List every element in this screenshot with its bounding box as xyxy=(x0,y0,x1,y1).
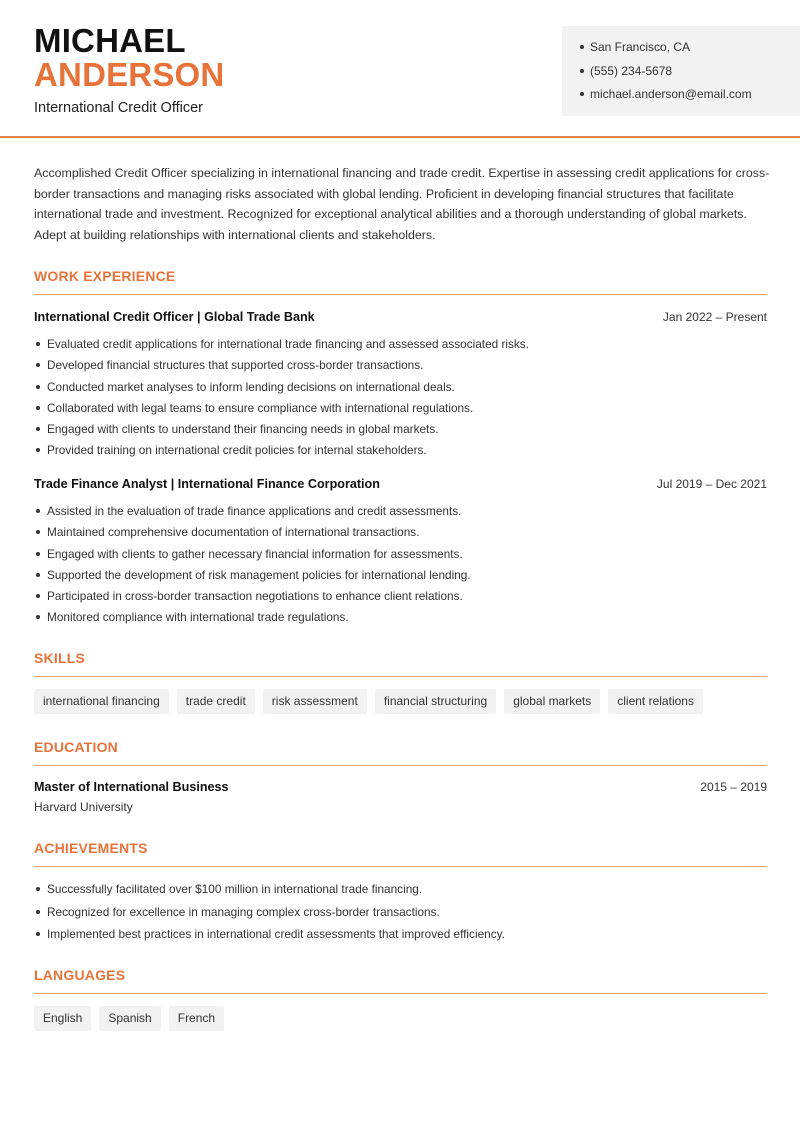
section-title-work-experience: WORK EXPERIENCE xyxy=(34,268,176,284)
list-item: Engaged with clients to gather necessary financial information for assessments. xyxy=(47,547,767,568)
first-name: MICHAEL xyxy=(34,22,186,59)
skill-chip: global markets xyxy=(504,689,600,714)
candidate-name xyxy=(34,24,224,92)
skill-chip: financial structuring xyxy=(375,689,496,714)
list-item: Successfully facilitated over $100 million in international trade financing. xyxy=(47,882,767,905)
list-item: Participated in cross-border transaction negotiations to enhance client relations. xyxy=(47,589,767,610)
list-item: Assisted in the evaluation of trade finance applications and credit assessments. xyxy=(47,504,767,525)
job-role: Trade Finance Analyst | International Finance Corporation xyxy=(34,477,380,491)
section-divider xyxy=(34,993,767,994)
list-item: Monitored compliance with international trade regulations. xyxy=(47,610,767,631)
contact-location: San Francisco, CA xyxy=(580,39,800,63)
list-item: Maintained comprehensive documentation of international transactions. xyxy=(47,525,767,546)
section-divider xyxy=(34,676,767,677)
section-title-languages: LANGUAGES xyxy=(34,967,126,983)
skills-list xyxy=(34,689,703,714)
list-item: Evaluated credit applications for international trade financing and assessed associated risks. xyxy=(47,337,767,358)
section-title-education: EDUCATION xyxy=(34,739,118,755)
list-item: Conducted market analyses to inform lending decisions on international deals. xyxy=(47,380,767,401)
job-header xyxy=(34,310,767,324)
achievements-list xyxy=(47,882,767,950)
section-title-achievements: ACHIEVEMENTS xyxy=(34,840,148,856)
list-item: Supported the development of risk management policies for international lending. xyxy=(47,568,767,589)
job-bullets xyxy=(47,504,767,632)
list-item: Recognized for excellence in managing complex cross-border transactions. xyxy=(47,905,767,928)
education-degree: Master of International Business xyxy=(34,780,229,794)
section-divider xyxy=(34,866,767,867)
resume-header xyxy=(0,0,800,138)
list-item: Engaged with clients to understand their financing needs in global markets. xyxy=(47,422,767,443)
job-dates: Jul 2019 – Dec 2021 xyxy=(656,477,767,491)
job-role: International Credit Officer | Global Trade Bank xyxy=(34,310,315,324)
section-divider xyxy=(34,294,767,295)
skill-chip: international financing xyxy=(34,689,169,714)
job-header xyxy=(34,477,767,491)
list-item: Provided training on international credit policies for internal stakeholders. xyxy=(47,443,767,464)
candidate-title: International Credit Officer xyxy=(34,100,203,116)
skill-chip: client relations xyxy=(608,689,703,714)
contact-phone: (555) 234-5678 xyxy=(580,63,800,87)
skill-chip: risk assessment xyxy=(263,689,367,714)
section-divider xyxy=(34,765,767,766)
language-chip: Spanish xyxy=(99,1006,160,1031)
section-title-skills: SKILLS xyxy=(34,650,85,666)
last-name: ANDERSON xyxy=(34,56,225,93)
education-dates: 2015 – 2019 xyxy=(700,780,767,794)
list-item: Implemented best practices in international credit assessments that improved efficiency. xyxy=(47,927,767,950)
list-item: Collaborated with legal teams to ensure compliance with international regulations. xyxy=(47,401,767,422)
job-dates: Jan 2022 – Present xyxy=(662,310,767,324)
contact-email[interactable]: michael.anderson@email.com xyxy=(580,86,800,110)
education-school: Harvard University xyxy=(34,800,133,814)
language-chip: English xyxy=(34,1006,91,1031)
list-item: Developed financial structures that supported cross-border transactions. xyxy=(47,358,767,379)
job-bullets xyxy=(47,337,767,465)
skill-chip: trade credit xyxy=(177,689,255,714)
languages-list xyxy=(34,1006,224,1031)
contact-box xyxy=(562,26,800,116)
professional-summary: Accomplished Credit Officer specializing in international financing and trade credit. Expertise in assessing credit applications for cross-border transactions and managing risks associated with global lending. Proficient in developing financial structures that facilitate international trade and investment. Recognized for exceptional analytical abilities and a thorough understanding of global markets. Adept at building relationships with international clients and stakeholders. xyxy=(34,166,770,243)
language-chip: French xyxy=(169,1006,224,1031)
